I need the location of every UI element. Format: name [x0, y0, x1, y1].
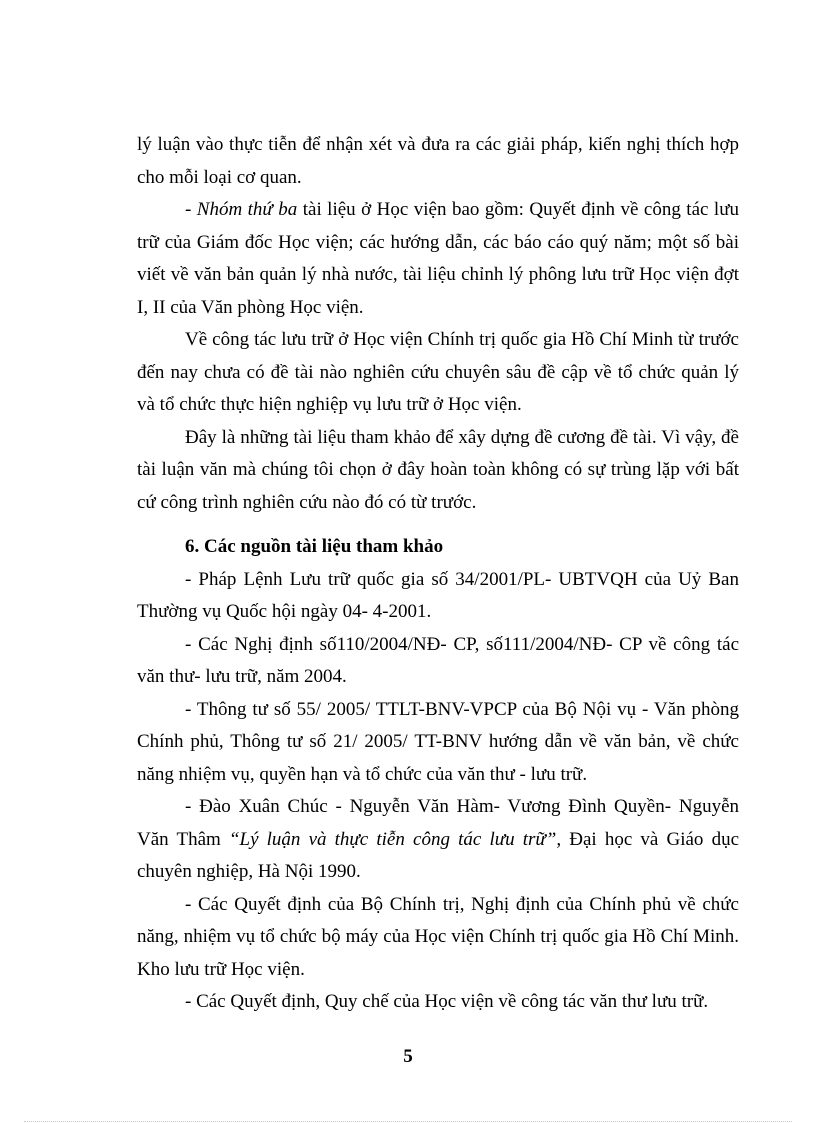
reference-authors: - Đào Xuân Chúc - Nguyễn Văn Hàm- Vương Đình Quyền- Nguyễn Văn Thâm: [137, 796, 739, 850]
paragraph-conclusion: Đây là những tài liệu tham khảo để xây dựng đề cương đề tài. Vì vậy, đề tài luận văn mà chúng tôi chọn ở đây hoàn toàn không có sự trùng lặp với bất cứ công trình nghiên cứu nào đó có từ trước.: [137, 426, 739, 513]
document-page: [137, 129, 739, 1019]
reference-item: - Thông tư số 55/ 2005/ TTLT-BNV-VPCP của Bộ Nội vụ - Văn phòng Chính phủ, Thông tư số 21/ 2005/ TT-BNV hướng dẫn về văn bản, về chức năng nhiệm vụ, quyền hạn và tổ chức của văn thư - lưu trữ.: [137, 698, 739, 785]
section-heading: 6. Các nguồn tài liệu tham khảo: [185, 536, 444, 557]
dash-prefix: -: [185, 199, 197, 220]
reference-item: [137, 791, 739, 889]
page-number: 5: [403, 1046, 413, 1067]
paragraph-group-three: [137, 194, 739, 324]
page-bottom-divider: [24, 1121, 792, 1122]
reference-publisher: Đại học và Giáo dục chuyên nghiệp, Hà Nội 1990.: [137, 828, 740, 882]
reference-item: - Các Quyết định của Bộ Chính trị, Nghị định của Chính phủ về chức năng, nhiệm vụ tổ chức bộ máy của Học viện Chính trị quốc gia Hồ Chí Minh. Kho lưu trữ Học viện.: [137, 893, 739, 980]
reference-item: - Các Quyết định, Quy chế của Học viện về công tác văn thư lưu trữ.: [185, 991, 709, 1012]
reference-book-title: “Lý luận và thực tiễn công tác lưu trữ”,: [228, 828, 562, 850]
paragraph-archive-work: Về công tác lưu trữ ở Học viện Chính trị quốc gia Hồ Chí Minh từ trước đến nay chưa có đề tài nào nghiên cứu chuyên sâu đề cập về tổ chức quản lý và tổ chức thực hiện nghiệp vụ lưu trữ ở Học viện.: [137, 329, 739, 415]
emphasis-group-three: Nhóm thứ ba: [196, 199, 298, 220]
reference-item: - Pháp Lệnh Lưu trữ quốc gia số 34/2001/PL- UBTVQH của Uỷ Ban Thường vụ Quốc hội ngày 04- 4-2001.: [137, 568, 739, 622]
group-three-text: tài liệu ở Học viện bao gồm: Quyết định về công tác lưu trữ của Giám đốc Học viện; các hướng dẫn, các báo cáo quý năm; một số bài viết về văn bản quản lý nhà nước, tài liệu chỉnh lý phông lưu trữ Học viện đợt I, II của Văn phòng Học viện.: [137, 199, 739, 318]
paragraph-continuation: lý luận vào thực tiễn để nhận xét và đưa ra các giải pháp, kiến nghị thích hợp cho mỗi loại cơ quan.: [137, 134, 739, 188]
reference-item: - Các Nghị định số110/2004/NĐ- CP, số111/2004/NĐ- CP về công tác văn thư- lưu trữ, năm 2004.: [137, 633, 739, 687]
